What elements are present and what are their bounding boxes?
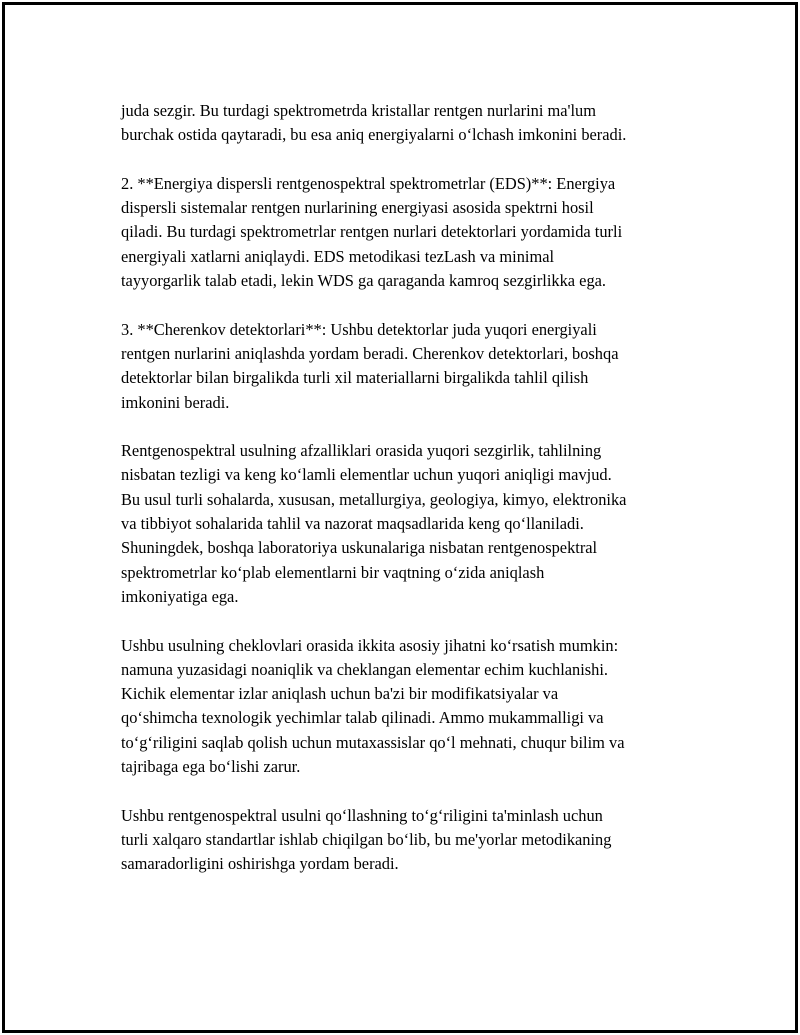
paragraph-eds: 2. **Energiya dispersli rentgenospektral spektrometrlar (EDS)**: Energiya dispersli sistemalar rentgen nurlarining energiyasi asosida spektrni hosil qiladi. Bu turdagi spektrometrlar rentgen nurlari detektorlari yordamida turli energiyali xatlarni aniqlaydi. EDS metodikasi tezLash va minimal tayyorgarlik talab etadi, lekin WDS ga qaraganda kamroq sezgirlikka ega.: [121, 173, 623, 291]
paragraph-wds-continuation: juda sezgir. Bu turdagi spektrometrda kristallar rentgen nurlarini ma'lum burchak ostida qaytaradi, bu esa aniq energiyalarni o‘lchash imkonini beradi.: [121, 101, 627, 145]
document-body: [121, 99, 701, 901]
page-frame: [2, 2, 798, 1033]
paragraph-limitations: Ushbu usulning cheklovlari orasida ikkita asosiy jihatni ko‘rsatish mumkin: namuna yuzasidagi noaniqlik va cheklangan elementar echim kuchlanishi. Kichik elementar izlar aniqlash uchun ba'zi bir modifikatsiyalar va qo‘shimcha texnologik yechimlar talab qilinadi. Ammo mukammalligi va to‘g‘riligini saqlab qolish uchun mutaxassislar qo‘l mehnati, chuqur bilim va tajribaga ega bo‘lishi zarur.: [121, 635, 625, 777]
paragraph-standards: Ushbu rentgenospektral usulni qo‘llashning to‘g‘riligini ta'minlash uchun turli xalqaro standartlar ishlab chiqilgan bo‘lib, bu me'yorlar metodikaning samaradorligini oshirishga yordam beradi.: [121, 805, 612, 874]
paragraph-advantages: Rentgenospektral usulning afzalliklari orasida yuqori sezgirlik, tahlilning nisbatan tezligi va keng ko‘lamli elementlar uchun yuqori aniqligi mavjud. Bu usul turli sohalarda, xususan, metallurgiya, geologiya, kimyo, elektronika va tibbiyot sohalarida tahlil va nazorat maqsadlarida keng qo‘llaniladi. Shuningdek, boshqa laboratoriya uskunalariga nisbatan rentgenospektral spektrometrlar ko‘plab elementlarni bir vaqtning o‘zida aniqlash imkoniyatiga ega.: [121, 441, 627, 606]
paragraph-cherenkov: 3. **Cherenkov detektorlari**: Ushbu detektorlar juda yuqori energiyali rentgen nurlarini aniqlashda yordam beradi. Cherenkov detektorlari, boshqa detektorlar bilan birgalikda turli xil materiallarni birgalikda tahlil qilish imkonini beradi.: [121, 319, 619, 412]
